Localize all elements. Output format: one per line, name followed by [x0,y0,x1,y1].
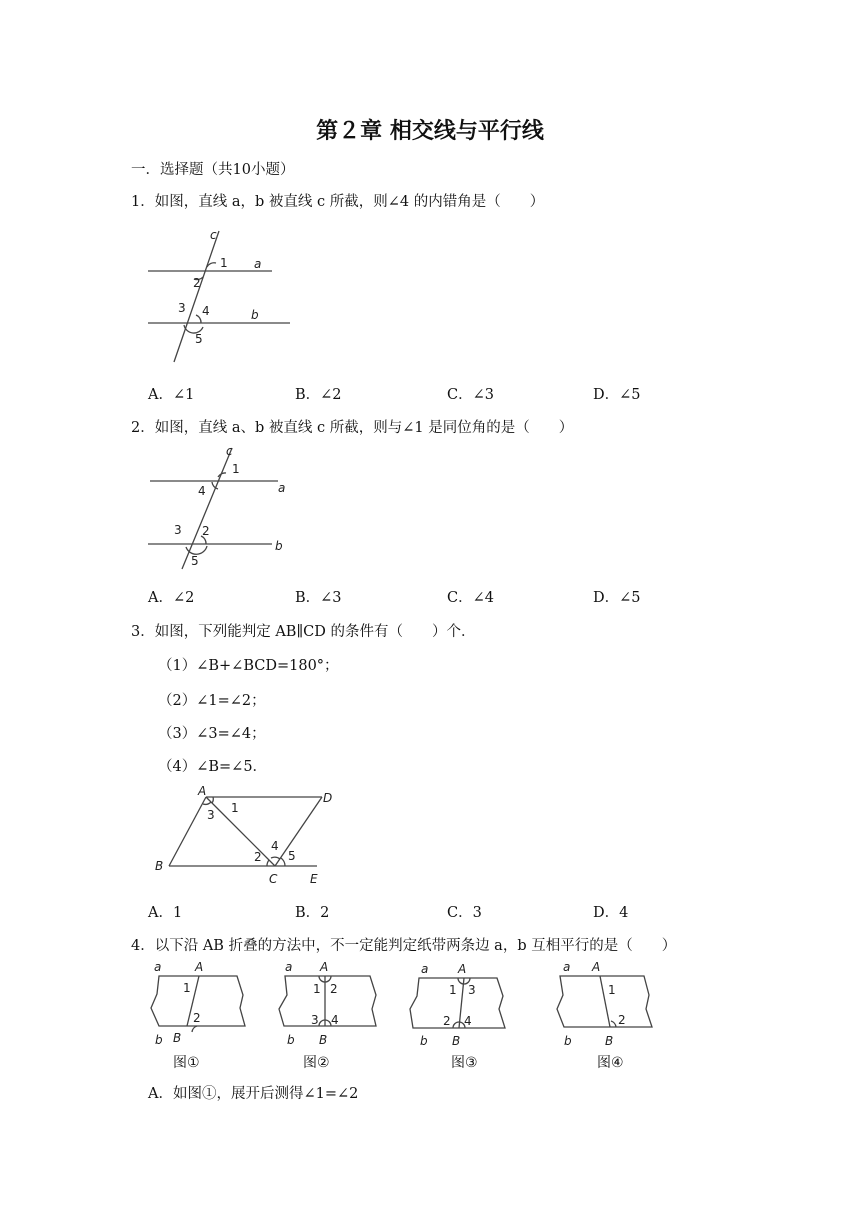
q3-arc-5 [281,858,285,866]
q4-fig4-arc-2 [611,1021,616,1027]
q1-option-b[interactable]: B．∠2 [295,387,342,403]
q2-label-b: b [275,539,283,553]
q3-option-d[interactable]: D．4 [593,905,629,921]
q3-condition-4: （4）∠B=∠5． [158,759,268,775]
q1-label-3: 3 [178,301,186,315]
q4-fig4-caption: 图④ [597,1055,624,1071]
q3-label-D: D [323,791,333,805]
q3-segment-AC [206,797,275,866]
page-title: 第２章 相交线与平行线 [316,118,544,144]
q4-fig3-strip [410,978,505,1028]
q1-label-a: a [254,257,262,271]
q1-label-c: c [210,228,217,242]
q3-label-1: 1 [231,801,239,815]
q3-label-E: E [310,872,318,886]
q4-fig2-label-A: A [320,960,329,974]
q3-arc-3 [203,802,211,804]
q3-figure [145,782,345,892]
q1-option-d[interactable]: D．∠5 [593,387,641,403]
q4-fig1-label-1: 1 [183,981,191,995]
q1-arc-4 [196,315,201,323]
q4-fig3-label-1: 1 [449,983,457,997]
q2-option-c[interactable]: C．∠4 [447,590,494,606]
q4-fig1-arc-2 [192,1026,197,1032]
q1-figure [140,224,300,364]
q4-fig3-label-B: B [452,1034,461,1048]
q1-label-b: b [251,308,259,322]
q4-fig2-label-2: 2 [330,982,338,996]
q4-fig4-label-2: 2 [618,1013,626,1027]
q4-figure-1 [145,956,255,1051]
q4-fig2-label-3: 3 [311,1013,319,1027]
q4-fig1-label-b: b [155,1033,163,1047]
question-2-stem: 2．如图，直线 a、b 被直线 c 所截，则与∠1 是同位角的是（ ） [131,420,574,436]
q4-fig2-label-1: 1 [313,982,321,996]
q4-figure-2 [275,956,385,1051]
q3-segment-CD [275,797,322,866]
q4-fig2-strip [279,976,376,1026]
q3-condition-2: （2）∠1=∠2； [158,693,266,709]
q4-fig1-label-a: a [154,960,162,974]
q3-option-a[interactable]: A．1 [148,905,183,921]
q4-fig1-caption: 图① [173,1055,200,1071]
q3-label-5: 5 [288,849,296,863]
q2-option-b[interactable]: B．∠3 [295,590,342,606]
q2-label-1: 1 [232,462,240,476]
q3-condition-3: （3）∠3=∠4； [158,726,266,742]
q3-label-B: B [155,859,164,873]
q4-fig4-label-b: b [564,1034,572,1048]
q4-fig3-label-b: b [420,1034,428,1048]
q2-label-4: 4 [198,484,206,498]
q4-fig4-label-B: B [605,1034,614,1048]
q3-label-C: C [269,872,278,886]
q4-fig2-label-b: b [287,1033,295,1047]
question-4-stem: 4．以下沿 AB 折叠的方法中，不一定能判定纸带两条边 a，b 互相平行的是（ ） [131,938,677,954]
q4-fig2-caption: 图② [303,1055,330,1071]
q4-fig2-label-B: B [319,1033,328,1047]
q1-label-1: 1 [220,256,228,270]
q2-label-5: 5 [191,554,199,568]
q3-condition-1: （1）∠B+∠BCD=180°； [158,658,339,674]
q4-option-a[interactable]: A．如图①，展开后测得∠1=∠2 [148,1086,359,1102]
q2-label-2: 2 [202,524,210,538]
q2-label-a: a [278,481,286,495]
q4-fig4-label-A: A [592,960,601,974]
q2-line-c [182,448,232,569]
q4-fig3-label-3: 3 [468,983,476,997]
q4-fig3-caption: 图③ [451,1055,478,1071]
q2-option-d[interactable]: D．∠5 [593,590,641,606]
q4-fig3-label-a: a [421,962,429,976]
q4-fig2-label-4: 4 [331,1013,339,1027]
q2-label-c: c [226,444,233,458]
q2-figure [140,442,300,572]
q4-figure-3 [403,956,513,1051]
q3-label-A: A [198,784,207,798]
q4-fig1-label-B: B [173,1031,182,1045]
section-heading: 一．选择题（共10小题） [131,162,295,178]
q1-label-5: 5 [195,332,203,346]
q2-option-a[interactable]: A．∠2 [148,590,195,606]
q1-option-a[interactable]: A．∠1 [148,387,195,403]
q3-arc-1 [212,797,213,803]
q1-label-2: 2 [193,276,201,290]
q2-label-3: 3 [174,523,182,537]
question-3-stem: 3．如图，下列能判定 AB∥CD 的条件有（ ）个． [131,624,476,640]
q1-option-c[interactable]: C．∠3 [447,387,494,403]
q3-segment-AB [169,797,206,866]
question-1-stem: 1．如图，直线 a，b 被直线 c 所截，则∠4 的内错角是（ ） [131,194,545,210]
q4-fig3-label-A: A [458,962,467,976]
q3-label-3: 3 [207,808,215,822]
q3-label-2: 2 [254,850,262,864]
q4-fig2-label-a: a [285,960,293,974]
q4-fig4-label-a: a [563,960,571,974]
q4-figure-4 [548,956,658,1051]
q1-label-4: 4 [202,304,210,318]
q3-option-b[interactable]: B．2 [295,905,330,921]
q3-option-c[interactable]: C．3 [447,905,482,921]
q2-arc-1 [218,473,226,477]
q4-fig3-label-2: 2 [443,1014,451,1028]
q4-fig1-label-2: 2 [193,1011,201,1025]
q4-fig1-label-A: A [195,960,204,974]
q3-arc-2 [267,860,269,866]
q4-fig4-label-1: 1 [608,983,616,997]
q4-fig3-label-4: 4 [464,1014,472,1028]
q3-label-4: 4 [271,839,279,853]
q3-arc-4 [271,857,280,859]
